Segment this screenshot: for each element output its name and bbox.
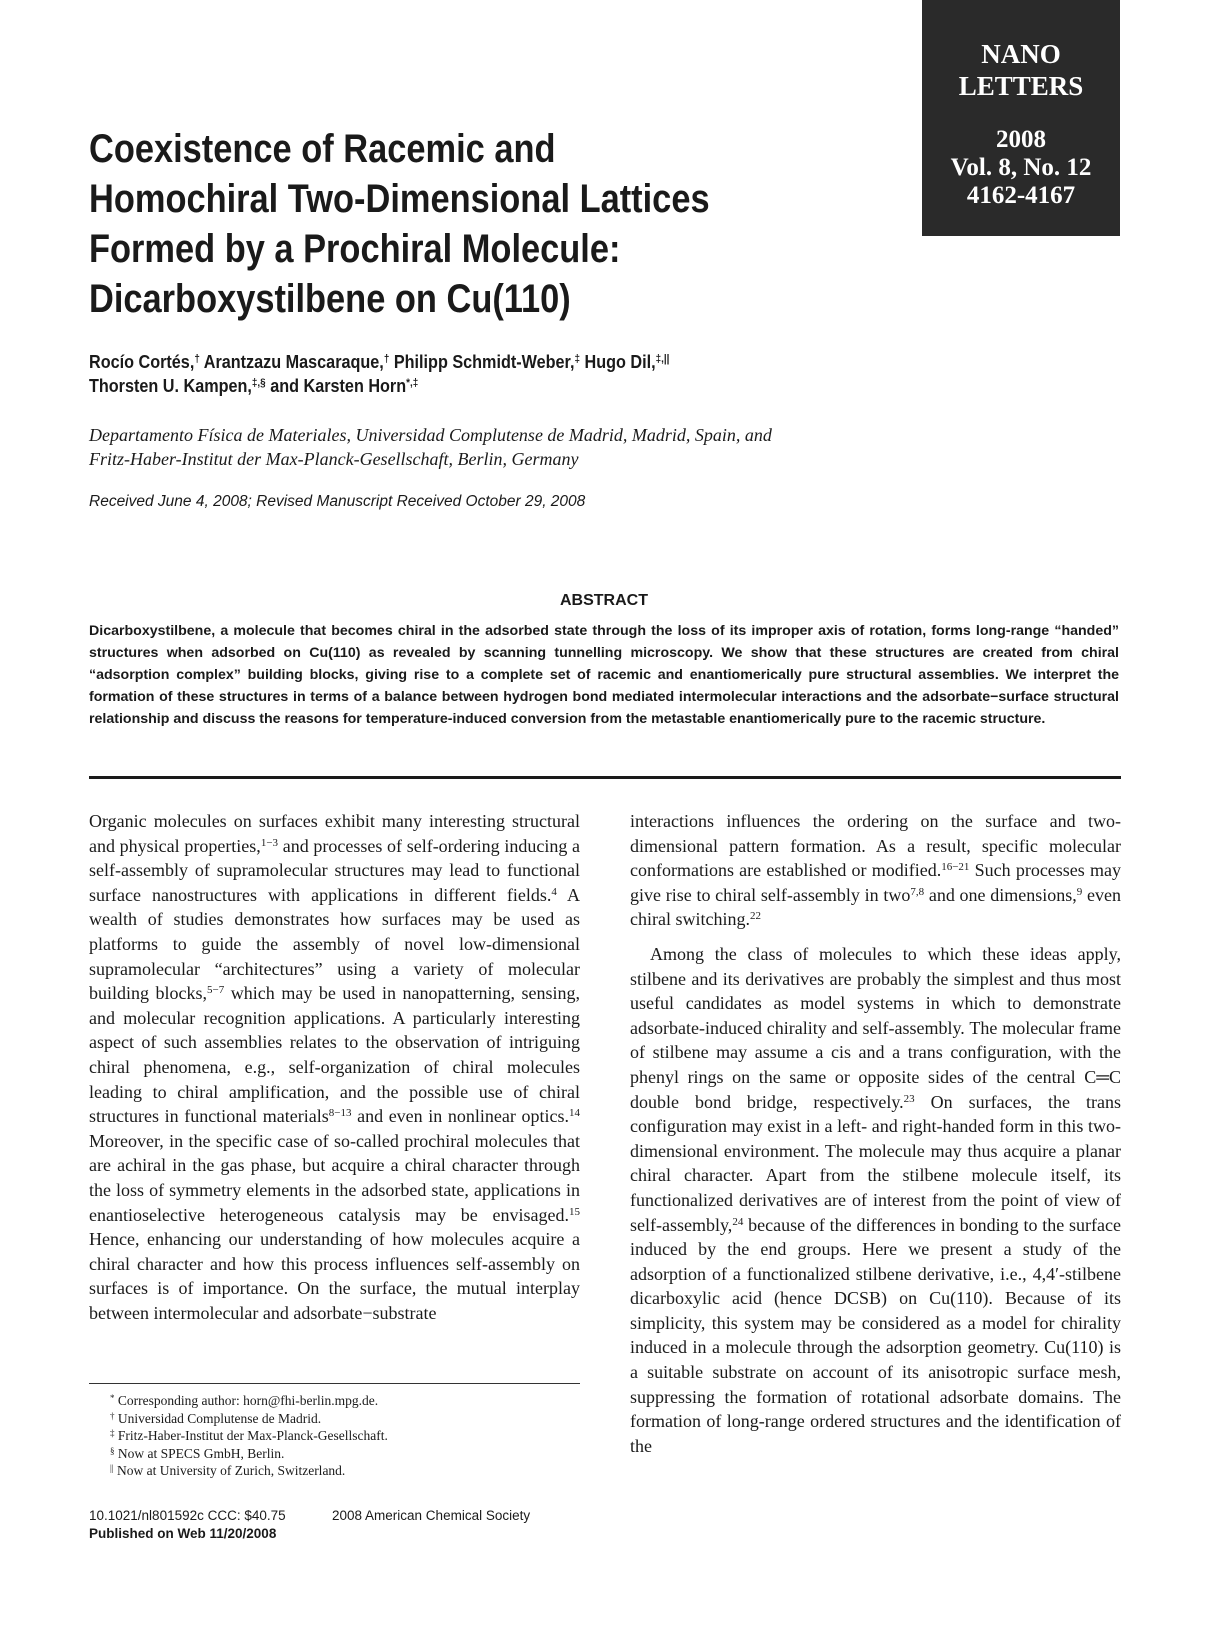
citation-ref: 16−21 xyxy=(941,861,970,874)
author-name: Hugo Dil, xyxy=(584,352,656,372)
citation-ref: 15 xyxy=(569,1205,580,1218)
section-divider xyxy=(89,776,1121,779)
paper-title: Coexistence of Racemic and Homochiral Two-Dimensional Lattices Formed by a Prochiral Molecule: Dicarboxystilbene on Cu(110) xyxy=(89,127,710,321)
citation-ref: 14 xyxy=(568,1107,580,1120)
footnote-text: Now at University of Zurich, Switzerland. xyxy=(113,1463,346,1478)
published-date: Published on Web 11/20/2008 xyxy=(89,1526,277,1541)
author-name: Arantzazu Mascaraque, xyxy=(203,352,384,372)
affiliation-mark: † xyxy=(383,353,390,365)
citation-ref: 23 xyxy=(903,1092,915,1105)
citation-ref: 7,8 xyxy=(910,885,925,898)
issue-volume: Vol. 8, No. 12 xyxy=(950,154,1092,181)
issue-pages: 4162-4167 xyxy=(966,182,1076,209)
footnote-text: Fritz-Haber-Institut der Max-Planck-Gesellschaft. xyxy=(114,1428,388,1443)
journal-name-line1: NANO xyxy=(981,39,1061,69)
footnote-mark: * xyxy=(110,1393,115,1403)
footnotes xyxy=(110,1392,580,1480)
author-list xyxy=(89,350,827,398)
footnote-divider xyxy=(89,1383,580,1384)
issue-year: 2008 xyxy=(996,126,1046,153)
body-paragraph-1: Organic molecules on surfaces exhibit many interesting structural and physical properties,$^{1-3}$ and processes of self-ordering inducing a self-assembly of supramolecular structures may lead to functional surface nanostructures with applications in different fields.$^4$ A wealth of studies demonstrates how surfaces may be used as platforms to guide the assembly of novel low-dimensional supramolecular “architectures” using a variety of molecular building blocks,$^{5-7}$ which may be used in nanopatterning, sensing, and molecular recognition applications. A particularly interesting aspect of such assemblies relates to the observation of intriguing chiral phenomena, e.g., self-organization of chiral molecules leading to chiral amplification, and the possible use of chiral structures in functional materials$^{8-13}$ and even in nonlinear optics.$^{14}$ Moreover, in the specific case of so-called prochiral molecules that are achiral in the gas phase, but acquire a chiral character through the loss of symmetry elements in the adsorbed state, applications in enantioselective heterogeneous catalysis may be envisaged.$^{15}$ Hence, enhancing our understanding of how molecules acquire a chiral character and how this process influences self-assembly on surfaces is of importance. On the surface, the mutual interplay between intermolecular and adsorbate−substrate xyxy=(89,811,580,1323)
citation-ref: 1−3 xyxy=(260,836,279,849)
footnote-mark: † xyxy=(110,1410,115,1421)
society-copyright: 2008 American Chemical Society xyxy=(332,1508,531,1523)
author-name: Philipp Schmidt-Weber, xyxy=(393,352,575,372)
doi: 10.1021/nl801592c CCC: $40.75 xyxy=(89,1508,286,1523)
citation-ref: 5−7 xyxy=(207,984,225,997)
footnote xyxy=(110,1392,580,1410)
footnote-mark: § xyxy=(110,1445,115,1456)
affiliation-mark: ‡ xyxy=(574,353,580,365)
received-dates: Received June 4, 2008; Revised Manuscript Received October 29, 2008 xyxy=(89,493,586,510)
footnote xyxy=(110,1445,580,1463)
footnote-text: Corresponding author: horn@fhi-berlin.mpg.de. xyxy=(114,1393,379,1408)
citation-ref: 24 xyxy=(732,1215,744,1228)
author-name: and Karsten Horn xyxy=(270,376,407,396)
footnote xyxy=(110,1462,580,1480)
footnote xyxy=(110,1410,580,1428)
left-column xyxy=(89,809,580,1325)
footnote-mark: || xyxy=(110,1463,114,1473)
issue-info xyxy=(922,126,1120,210)
abstract-text: Dicarboxystilbene, a molecule that becomes chiral in the adsorbed state through the loss of its improper axis of rotation, forms long-range “handed” structures when adsorbed on Cu(110) as revealed by scanning tunnelling microscopy. We show that these structures are created from chiral “adsorption complex” building blocks, giving rise to a complete set of racemic and enantiomerically pure structural assemblies. We interpret the formation of these structures in terms of a balance between hydrogen bond mediated intermolecular interactions and the adsorbate−surface structural relationship and discuss the reasons for temperature-induced conversion from the metastable enantiomerically pure to the racemic structure. xyxy=(89,623,1119,727)
author-name: Thorsten U. Kampen, xyxy=(89,376,252,396)
citation-ref: 22 xyxy=(749,910,761,923)
right-column xyxy=(630,809,1121,1458)
affiliation-mark: *,‡ xyxy=(406,377,419,389)
affiliation-mark: ‡,|| xyxy=(655,353,670,365)
footnote xyxy=(110,1427,580,1445)
body-paragraph-3: Among the class of molecules to which these ideas apply, stilbene and its derivatives are probably the simplest and thus most useful candidates as model systems in which to demonstrate adsorbate-induced chirality and self-assembly. The molecular frame of stilbene may assume a cis and a trans configuration, with the phenyl rings on the same or opposite sides of the central C═C double bond bridge, respectively.$^{23}$ On surfaces, the trans configuration may exist in a left- and right-handed form in this two-dimensional environment. The molecule may thus acquire a planar chiral character. Apart from the stilbene molecule itself, its functionalized derivatives are of interest from the point of view of self-assembly,$^{24}$ because of the differences in bonding to the surface induced by the end groups. Here we present a study of the adsorption of a functionalized stilbene derivative, i.e., 4,4′-stilbene dicarboxylic acid (hence DCSB) on Cu(110). Because of its simplicity, this system may be considered as a model for chirality induced in a molecule through the adsorption geometry. Cu(110) is a suitable substrate on account of its anisotropic surface mesh, suppressing the formation of rotational adsorbate domains. The formation of long-range ordered structures and the identification of the xyxy=(630,943,1121,1456)
affiliation-mark: ‡,§ xyxy=(251,377,266,389)
footnote-text: Universidad Complutense de Madrid. xyxy=(114,1410,322,1426)
citation-ref: 4 xyxy=(551,885,557,898)
footnote-text: Now at SPECS GmbH, Berlin. xyxy=(114,1445,285,1461)
body-paragraph-2: interactions influences the ordering on the surface and two-dimensional pattern formation. As a result, specific molecular conformations are established or modified.$^{16-21}$ Such processes may give rise to chiral self-assembly in two$^{7,8}$ and one dimensions,$^9$ even chiral switching.$^{22}$ xyxy=(630,811,1121,930)
affiliation: Departamento Física de Materiales, Universidad Complutense de Madrid, Madrid, Spain, and Fritz-Haber-Institut der Max-Planck-Gesellschaft, Berlin, Germany xyxy=(89,425,772,469)
journal-name-line2: LETTERS xyxy=(958,71,1084,101)
footnote-mark: ‡ xyxy=(110,1428,115,1438)
author-name: Rocío Cortés, xyxy=(89,352,195,372)
doi-line xyxy=(89,1507,649,1524)
citation-ref: 8−13 xyxy=(328,1107,352,1120)
journal-name xyxy=(922,38,1120,102)
journal-badge xyxy=(922,0,1120,236)
affiliation-mark: † xyxy=(194,353,200,365)
abstract-heading: ABSTRACT xyxy=(560,592,648,609)
citation-ref: 9 xyxy=(1076,885,1083,898)
